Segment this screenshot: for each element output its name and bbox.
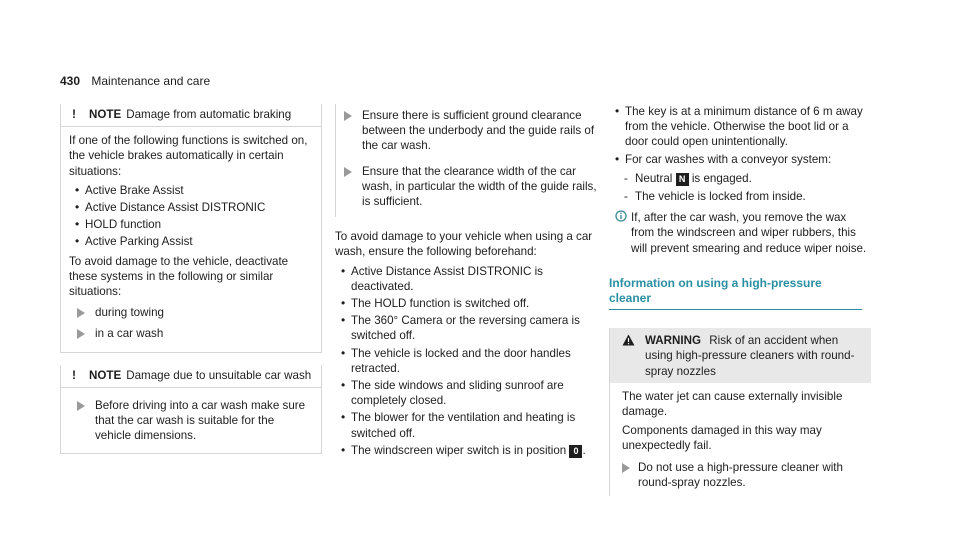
step-item <box>336 108 597 154</box>
step-item <box>69 305 313 320</box>
list-item: • The HOLD function is switched off. <box>335 296 597 311</box>
sub-list-item <box>609 171 871 186</box>
note-title: Damage due to unsuitable car wash <box>126 368 312 382</box>
list-text: For car washes with a conveyor system: <box>625 152 832 166</box>
note-advice: To avoid damage to the vehicle, deactivate these systems in the following or similar situations: <box>69 254 289 299</box>
list-item: • HOLD function <box>69 217 313 232</box>
list-text: Neutral <box>635 171 673 185</box>
warning-header <box>610 328 871 383</box>
note-body <box>61 127 321 351</box>
paragraph: To avoid damage to your vehicle when using a car wash, ensure the following beforehand: <box>335 230 593 259</box>
checklist <box>335 264 597 458</box>
step-item <box>69 326 313 341</box>
warning-title: Risk of an accident when using high-pressure cleaners with round-spray nozzles <box>645 334 855 378</box>
note-header <box>61 104 321 127</box>
notice-icon: ! <box>72 367 76 382</box>
tip <box>609 210 871 256</box>
list-text: is engaged. <box>691 171 752 185</box>
note-keyword: NOTE <box>89 368 122 382</box>
step-text: in a car wash <box>95 327 164 341</box>
info-icon <box>615 210 627 225</box>
key-symbol: 0 <box>569 445 582 458</box>
list-item: • The 360° Camera or the reversing camera is switched off. <box>335 313 597 343</box>
warning-box <box>609 328 871 496</box>
sub-list <box>609 171 871 204</box>
list-item: • Active Distance Assist DISTRONIC is deactivated. <box>335 264 597 294</box>
page-number: 430 <box>60 74 81 88</box>
step-block <box>335 104 597 217</box>
function-list <box>69 183 313 250</box>
list-item <box>609 152 871 167</box>
step-text: Before driving into a car wash make sure that the car wash is suitable for the vehicle dimensions. <box>95 398 306 443</box>
sub-list-item: - The vehicle is locked from inside. <box>609 189 871 204</box>
note-unsuitable-car-wash <box>60 365 322 455</box>
warning-keyword: WARNING <box>645 334 702 348</box>
list-item: • The key is at a minimum distance of 6 m away from the vehicle. Otherwise the boot lid or a door could open unintentionally. <box>609 104 871 150</box>
step-item <box>69 398 313 444</box>
warning-triangle-icon <box>622 334 635 350</box>
warning-text: Components damaged in this way may unexpectedly fail. <box>622 424 822 453</box>
step-arrow-icon <box>344 167 352 177</box>
note-automatic-braking <box>60 104 322 353</box>
step-arrow-icon <box>77 329 85 339</box>
note-header <box>61 365 321 388</box>
step-arrow-icon <box>77 401 85 411</box>
list-item: • The vehicle is locked and the door handles retracted. <box>335 346 597 376</box>
notice-icon: ! <box>72 107 76 121</box>
list-item: • Active Distance Assist DISTRONIC <box>69 200 313 215</box>
step-text: Ensure that the clearance width of the car wash, in particular the width of the guide rails, is sufficient. <box>362 164 597 209</box>
tip-text: If, after the car wash, you remove the wax from the windscreen and wiper rubbers, this will prevent smearing and reduce wiper noise. <box>631 211 867 255</box>
column-2 <box>335 104 597 462</box>
list-text: . <box>582 443 586 457</box>
warning-text: The water jet can cause externally invisible damage. <box>622 389 843 419</box>
note-intro: If one of the following functions is switched on, the vehicle brakes automatically in certain situations: <box>69 134 308 178</box>
step-text: Do not use a high-pressure cleaner with round-spray nozzles. <box>638 460 843 489</box>
step-arrow-icon <box>622 463 630 473</box>
section-title: Maintenance and care <box>91 74 211 88</box>
column-3 <box>609 104 871 496</box>
checklist-continued <box>609 104 871 167</box>
list-item: • Active Brake Assist <box>69 183 313 198</box>
key-symbol: N <box>676 173 689 186</box>
list-item: • The side windows and sliding sunroof are completely closed. <box>335 378 597 408</box>
note-body <box>61 388 321 454</box>
step-text: during towing <box>95 306 164 320</box>
step-arrow-icon <box>344 111 352 121</box>
note-keyword: NOTE <box>89 108 122 121</box>
section-heading: Information on using a high-pressure cleaner <box>609 276 862 310</box>
list-text: The windscreen wiper switch is in position <box>351 443 567 457</box>
list-item: • The blower for the ventilation and heating is switched off. <box>335 410 597 440</box>
step-arrow-icon <box>77 308 85 318</box>
list-item <box>335 443 597 458</box>
list-item: • Active Parking Assist <box>69 234 313 249</box>
page-header <box>60 74 210 89</box>
note-title: Damage from automatic braking <box>126 108 292 121</box>
step-item <box>336 164 597 210</box>
warning-body <box>610 383 871 496</box>
step-text: Ensure there is sufficient ground clearance between the underbody and the guide rails of the car wash. <box>362 109 595 153</box>
step-item <box>622 460 861 490</box>
column-1 <box>60 104 322 454</box>
